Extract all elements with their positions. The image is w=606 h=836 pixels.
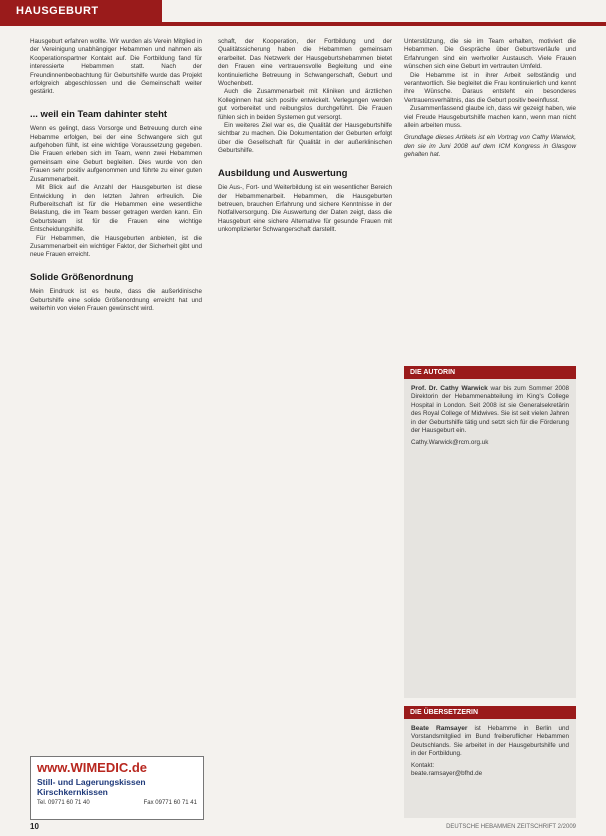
translator-contact[interactable]: beate.ramsayer@bfhd.de xyxy=(411,770,483,778)
journal-footer: DEUTSCHE HEBAMMEN ZEITSCHRIFT 2/2009 xyxy=(446,824,576,830)
ad-line-1: Still- und Lagerungskissen xyxy=(37,777,146,787)
translator-box-heading: DIE ÜBERSETZERIN xyxy=(404,706,576,719)
ad-fax: Fax 09771 60 71 41 xyxy=(143,800,197,806)
author-name: Prof. Dr. Cathy Warwick xyxy=(411,385,488,392)
col2-heading-ausbildung: Ausbildung und Auswertung xyxy=(218,167,348,179)
author-contact[interactable]: Cathy.Warwick@rcm.org.uk xyxy=(411,439,489,447)
ad-phone: Tel. 09771 60 71 40 xyxy=(37,800,90,806)
col1-paragraph-4: Für Hebammen, die Hausgeburten anbieten, ist die Zusammenarbeit ein wichtiger Faktor, der Sicherheit gibt und neue Frauen erreicht. xyxy=(30,234,202,259)
author-box xyxy=(404,366,576,698)
col1-paragraph-5: Mein Eindruck ist es heute, dass die außerklinische Geburtshilfe eine solide Größenordnung erreicht hat und weiterhin von vielen Frauen gewünscht wird. xyxy=(30,288,202,312)
ad-line-2: Kirschkernkissen xyxy=(37,787,108,797)
translator-box xyxy=(404,706,576,818)
col3-paragraph-1: Unterstützung, die sie im Team erhalten, motiviert die Hebammen. Die Gespräche über Geburtsverläufe und Erfahrungen sind ein wertvoller Austausch. Viele Frauen wünschen sich eine Geburt im vertrauten Umfeld. xyxy=(404,38,576,71)
col2-paragraph-3: Ein weiteres Ziel war es, die Qualität der Hausgeburtshilfe sichtbar zu machen. Die Dokumentation der Geburten erfolgt über die Gesellschaft für Qualität in der außerklinischen Geburtshilfe. xyxy=(218,122,392,155)
col1-paragraph-3: Mit Blick auf die Anzahl der Hausgeburten ist diese Entwicklung in den letzten Jahren erfreulich. Die Rufbereitschaft ist für die Hebammen eine wesentliche Belastung, die im Team besser getragen werden kann. Ein Geburtsteam ist für die Frauen eine wichtige Entscheidungshilfe. xyxy=(30,184,202,234)
col3-footnote: Grundlage dieses Artikels ist ein Vortrag von Cathy Warwick, den sie im Juni 2008 auf dem ICM Kongress in Glasgow gehalten hat. xyxy=(404,134,576,159)
page-number: 10 xyxy=(30,822,39,831)
translator-name: Beate Ramsayer xyxy=(411,725,468,732)
section-tab: HAUSGEBURT xyxy=(0,0,162,22)
column-2 xyxy=(218,38,392,235)
col1-paragraph-1: Hausgeburt erfahren wollte. Wir wurden als Verein Mitglied in der Vereinigung unabhängiger Hebammen und nahmen als Kooperationspartner Kontakt auf. Die Fortbildung fand für interessierte Hebammen statt. Nach der Freundinnenbeobachtung für Geburtshilfe wurde das Projekt erfolgreich abgeschlossen und die Gemeinschaft weiter gestärkt. xyxy=(30,38,202,96)
col3-paragraph-3: Zusammenfassend glaube ich, dass wir gezeigt haben, wie viel Freude Hausgeburtshilfe machen kann, wenn man nicht allein arbeiten muss. xyxy=(404,105,576,130)
header-rule xyxy=(0,22,606,26)
advertisement[interactable] xyxy=(30,756,204,820)
author-box-heading: DIE AUTORIN xyxy=(404,366,576,379)
column-1 xyxy=(30,38,202,313)
author-bio: war bis zum Sommer 2008 Direktorin der Hebammenabteilung im King's College Hospital in London. Seit 2008 ist sie Generalsekretärin des Royal College of Midwives. Sie ist seit vielen Jahren in der Geburtshilfe tätig und setzt sich für die Förderung der Hausgeburt ein. xyxy=(411,385,570,435)
col2-paragraph-4: Die Aus-, Fort- und Weiterbildung ist ein wesentlicher Bereich der Hebammenarbeit. Hebammen, die Hausgeburten betreuen, brauchen Erfahrung und sichere Kenntnisse in der Notfallversorgung. Die Auswertung der Daten zeigt, dass die Hausgeburt eine sichere Alternative für gesunde Frauen mit unkomplizierter Schwangerschaft darstellt. xyxy=(218,184,392,234)
column-3 xyxy=(404,38,576,160)
col1-heading-team: ... weil ein Team dahinter steht xyxy=(30,108,168,120)
col2-paragraph-1: schaft, der Kooperation, der Fortbildung und der Qualitätssicherung haben die Hebammen gemeinsam erarbeitet. Das Netzwerk der Hausgeburtshebammen bietet den Frauen eine vertrauensvolle Begleitung und eine kontinuierliche Betreuung in Schwangerschaft, Geburt und Wochenbett. xyxy=(218,38,392,88)
col2-paragraph-2: Auch die Zusammenarbeit mit Kliniken und ärztlichen Kolleginnen hat sich positiv entwickelt. Verlegungen werden gut vorbereitet und reibungslos durchgeführt. Die Frauen fühlen sich in beiden Systemen gut versorgt. xyxy=(218,88,392,121)
translator-bio: ist Hebamme in Berlin und Vorstandsmitglied im Bund freiberuflicher Hebammen Deutschlands. Sie arbeitet in der Hausgeburtshilfe und in der Fortbildung. xyxy=(411,725,569,758)
col3-paragraph-2: Die Hebamme ist in ihrer Arbeit selbständig und verantwortlich. Sie begleitet die Frau kontinuierlich und kennt ihre Wünsche. Daraus entsteht ein besonderes Vertrauensverhältnis, das die Geburt positiv beeinflusst. xyxy=(404,71,576,104)
col1-heading-groessenordnung: Solide Größenordnung xyxy=(30,271,134,283)
translator-contact-label: Kontakt: xyxy=(411,761,435,769)
col1-paragraph-2: Wenn es gelingt, dass Vorsorge und Betreuung durch eine Hebamme erfolgen, bei der eine Schwangere sich gut aufgehoben fühlt, ist eine wichtige Voraussetzung gegeben. Die Frauen erleben sich im Team, wenn zwei Hebammen gemeinsam eine Geburt begleiten. Dies wurde von den Frauen sehr positiv aufgenommen und führte zu einer guten Zusammenarbeit. xyxy=(30,125,202,183)
ad-brand: www.WIMEDIC.de xyxy=(37,760,148,775)
